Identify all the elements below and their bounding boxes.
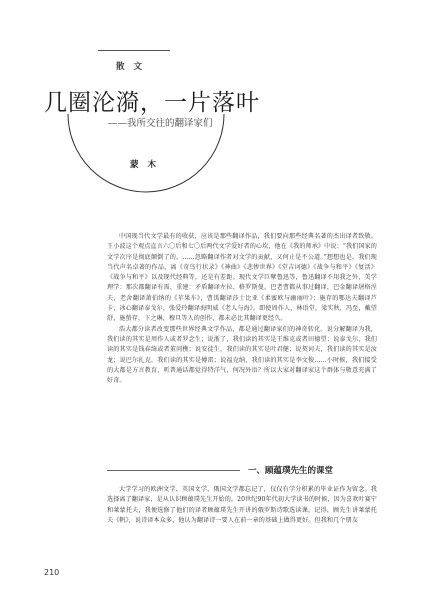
author-name: 蒙 木 — [130, 160, 159, 170]
section-label: 散 文 — [116, 62, 145, 72]
article-body-continued — [107, 485, 377, 526]
top-rule — [98, 50, 170, 51]
section-heading-block — [107, 464, 377, 476]
page-number: 210 — [44, 568, 60, 577]
body-paragraph: 浩大都分读者改变那些世界经典文学作品，都是通过翻译家们的神奇转化。说分解翻译为我，我们读的其实是周作人或者罗念生；说浙了，我们读的其实是王维克或者田德望；说泰戈尔，我们读的其实是钱春绮或者董问樵；说安徒生，我们读的其实是叶君健；说契诃夫，我们读的其实是汝龙；说巴尔扎克，我们读的其实是傅雷；说福克纳，我们读的其实是李文俊……小时候，我们接受的大都是方言教育，听普通话都觉得特洋气，何况外语？所以大家对翻译家这个群体与敬意充满了好奇。 — [107, 325, 377, 385]
body-paragraph: 中国现当代文学最有的收获，应该是那些翻译作品，我们要向那些经典名著的杰出译者致敬。王小波这个观点直言六〇后和七〇后两代文学爱好者的心坎，他在《我的师承》中说：“我们国家的文学次序是彻底颠倒了的。……忽略翻译作者对文学的贡献，又何止是不公道。”想想也是，我们现当代声名卓著的作品，离《奇鸟行状录》《神曲》《悲惨世界》《堂吉诃德》《战争与和平》《复活》《战争与和平》以及现代经典等，还是有差距。现代文学巨擘鲁迅等，鲁迅翻译不用我之外，美学理学：那次都翻译有需、重建：矛盾翻译左拉、格罗斯曼。巴老曹都从事过翻译，巴金翻译屠格涅夫，老舍翻译萧伯纳的《苹果车》，曹禺翻译莎士比亚《柔蜜欧与幽丽叶》；施存的鄂达夫翻译芦卡，冰心翻译泰戈尔，张爱玲翻译海明威《老人与海》。即使周作人，林语堂，梁实秋，冯至，戴望舒，施蛰存，卞之琳，穆旦等人的创作，都未必比其翻译更经久。 — [107, 233, 377, 323]
article-body — [107, 232, 377, 386]
section-heading: 一、顾蕴璞先生的课堂 — [247, 466, 333, 476]
body-paragraph: 大学学习的欧洲文学、英国文学、俄国文学都忘记了，仅仅有学分积累的毕业证作为留念。我选择离了翻译家，是从认识顾蕴璞先生开始的。20世纪90年代初大学读书的时候，因为喜欢叶赛宁和莱蒙托夫，我便选修了他们的译者顾蕴璞先生开讲的俄罗斯诗歌选读课。记得，顾先生讲莱蒙托夫《帆》，说诗译本众多，他认为翻译诗一要人在前一章的基础上做得更好。但我和几个朋友 — [107, 486, 377, 524]
article-title: 几圈沦漪，一片落叶 — [44, 90, 260, 116]
article-subtitle: ——我所交往的翻译家们 — [108, 118, 213, 129]
heading-rule — [107, 470, 240, 471]
